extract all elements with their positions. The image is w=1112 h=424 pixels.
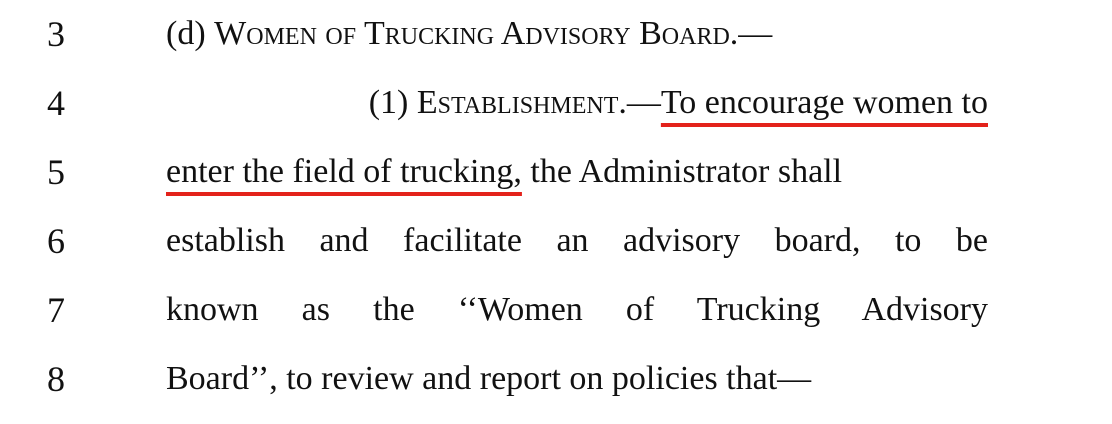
subsection-heading: Women of Trucking Advisory Board	[214, 15, 730, 52]
line-number: 3	[47, 14, 65, 54]
heading-dash: .—	[618, 84, 661, 121]
line-number: 7	[47, 290, 65, 330]
highlighted-text: enter the field of trucking,	[166, 153, 522, 190]
body-line: establish and facilitate an advisory board, to be	[166, 222, 988, 259]
heading-dash: .—	[729, 15, 773, 52]
line-number: 8	[47, 359, 65, 399]
body-line: known as the ‘‘Women of Trucking Advisory	[166, 291, 988, 328]
subsection-heading-line	[166, 12, 988, 56]
line-number: 5	[47, 152, 65, 192]
body-line: Board’’, to review and report on policies that—	[166, 360, 812, 397]
subsection-label: (d)	[166, 15, 215, 52]
body-line	[166, 150, 988, 194]
line-number: 6	[47, 221, 65, 261]
line-number: 4	[47, 83, 65, 123]
highlighted-text: To encourage women to	[660, 84, 988, 121]
paragraph-heading: Establishment	[416, 84, 619, 121]
paragraph-heading-line	[244, 81, 988, 125]
paragraph-label: (1)	[368, 84, 417, 121]
body-text: the Administrator shall	[521, 153, 843, 190]
